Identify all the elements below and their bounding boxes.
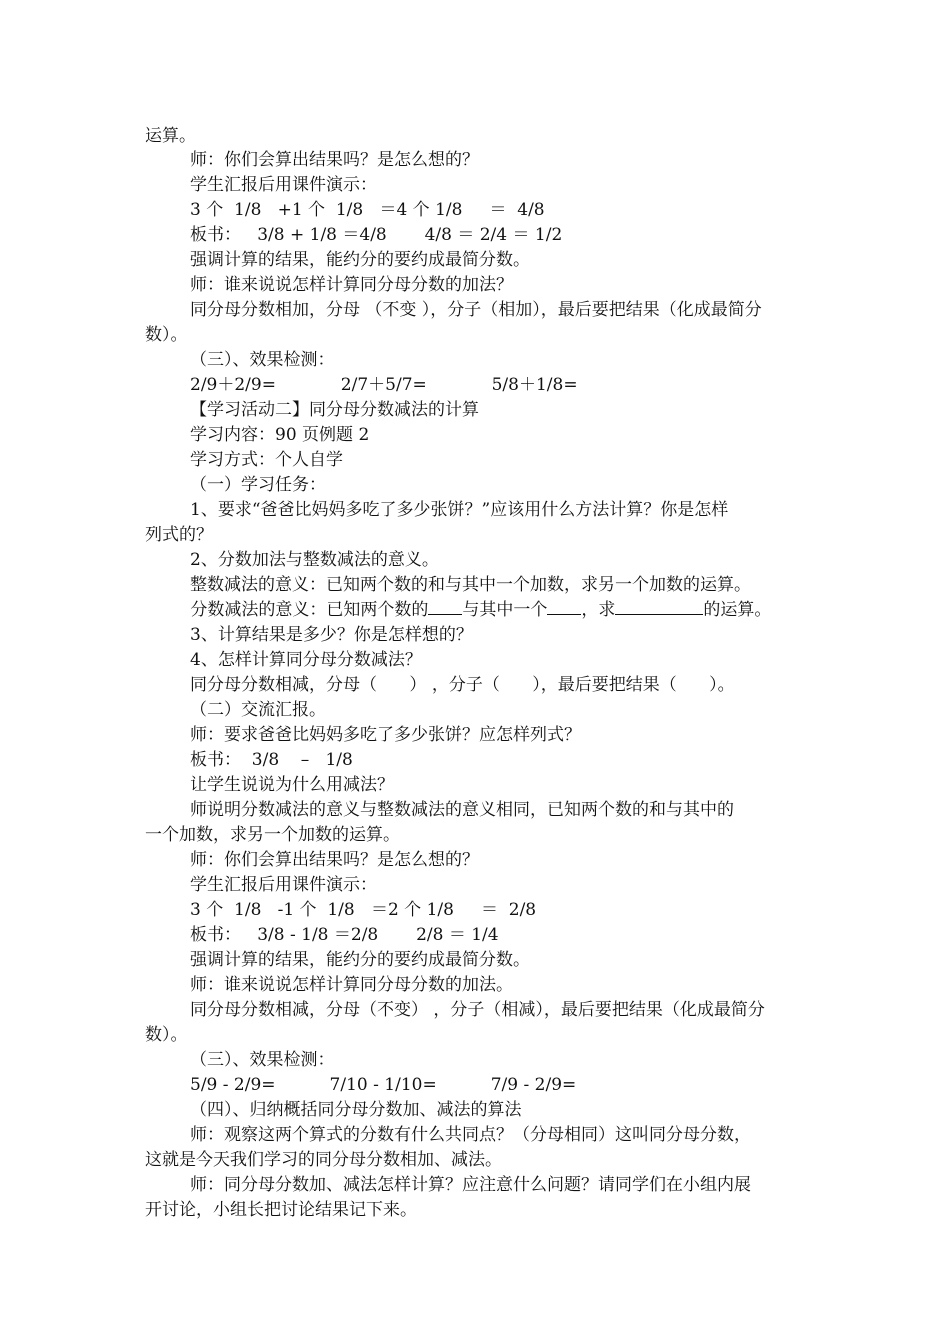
text-line: 强调计算的结果，能约分的要约成最简分数。 bbox=[190, 950, 530, 970]
text-line: 学生汇报后用课件演示： bbox=[190, 175, 377, 195]
text-line: 师：你们会算出结果吗？是怎么想的？ bbox=[190, 850, 479, 870]
text-line: 整数减法的意义：已知两个数的和与其中一个加数，求另一个加数的运算。 bbox=[190, 575, 751, 595]
fill-blank-line bbox=[185, 598, 771, 622]
text-line: 板书： 3/8 - 1/8 ＝2/8 2/8 ＝ 1/4 bbox=[190, 925, 499, 945]
text-line: 师：谁来说说怎样计算同分母分数的加法？ bbox=[190, 275, 513, 295]
section-heading: （二）交流汇报。 bbox=[190, 700, 326, 720]
text-line: 学习内容：90 页例题 2 bbox=[190, 425, 370, 445]
text-line: 一个加数，求另一个加数的运算。 bbox=[145, 825, 400, 845]
blank-text-2: 与其中一个 bbox=[462, 600, 548, 620]
text-line: 3 个 1/8 +1 个 1/8 ＝4 个 1/8 ＝ 4/8 bbox=[190, 200, 545, 220]
text-line: 同分母分数相减，分母（不变） ，分子（相减），最后要把结果（化成最简分 bbox=[190, 1000, 765, 1020]
answer-blank[interactable] bbox=[615, 613, 703, 615]
section-heading: （四）、归纳概括同分母分数加、减法的算法 bbox=[190, 1100, 522, 1120]
blank-text-4: 的运算。 bbox=[703, 600, 772, 620]
text-line: 1、要求“爸爸比妈妈多吃了多少张饼？”应该用什么方法计算？你是怎样 bbox=[190, 500, 729, 520]
activity-heading: 【学习活动二】同分母分数减法的计算 bbox=[190, 400, 479, 420]
text-line: 学生汇报后用课件演示： bbox=[190, 875, 377, 895]
text-line: 师：谁来说说怎样计算同分母分数的加法。 bbox=[190, 975, 513, 995]
blank-text-3: ，求 bbox=[581, 600, 616, 620]
text-line: 列式的？ bbox=[145, 525, 213, 545]
text-line: 学习方式：个人自学 bbox=[190, 450, 343, 470]
text-line: 师说明分数减法的意义与整数减法的意义相同，已知两个数的和与其中的 bbox=[190, 800, 734, 820]
answer-blank[interactable] bbox=[428, 613, 462, 615]
text-line: 数）。 bbox=[145, 1025, 188, 1045]
exercise-line: 2/9＋2/9= 2/7＋5/7= 5/8＋1/8= bbox=[190, 375, 578, 395]
text-line: 3 个 1/8 -1 个 1/8 ＝2 个 1/8 ＝ 2/8 bbox=[190, 900, 537, 920]
section-heading: （一）学习任务： bbox=[190, 475, 326, 495]
text-line: 3、计算结果是多少？你是怎样想的？ bbox=[190, 625, 473, 645]
text-line: 板书： 3/8 – 1/8 bbox=[190, 750, 353, 770]
text-line: 运算。 bbox=[145, 126, 196, 146]
text-line: 师：同分母分数加、减法怎样计算？应注意什么问题？请同学们在小组内展 bbox=[190, 1175, 751, 1195]
section-heading: （三）、效果检测： bbox=[190, 350, 335, 370]
exercise-line: 5/9 - 2/9= 7/10 - 1/10= 7/9 - 2/9= bbox=[190, 1075, 577, 1095]
answer-blank[interactable] bbox=[547, 613, 581, 615]
text-line: 师：你们会算出结果吗？是怎么想的？ bbox=[190, 150, 479, 170]
text-line: 这就是今天我们学习的同分母分数相加、减法。 bbox=[145, 1150, 502, 1170]
blank-text-1: 分数减法的意义：已知两个数的 bbox=[185, 600, 429, 620]
text-line: 强调计算的结果，能约分的要约成最简分数。 bbox=[190, 250, 530, 270]
text-line: 开讨论，小组长把讨论结果记下来。 bbox=[145, 1200, 417, 1220]
text-line: 板书： 3/8 + 1/8 ＝4/8 4/8 ＝ 2/4 ＝ 1/2 bbox=[190, 225, 563, 245]
text-line: 同分母分数相加，分母 （不变 ），分子（相加），最后要把结果（化成最简分 bbox=[190, 300, 762, 320]
section-heading: （三）、效果检测： bbox=[190, 1050, 335, 1070]
text-line: 2、分数加法与整数减法的意义。 bbox=[190, 550, 439, 570]
text-line: 让学生说说为什么用减法？ bbox=[190, 775, 394, 795]
text-line: 数）。 bbox=[145, 325, 188, 345]
text-line: 师：要求爸爸比妈妈多吃了多少张饼？应怎样列式？ bbox=[190, 725, 581, 745]
text-line: 同分母分数相减，分母（ ） ，分子（ ），最后要把结果（ ）。 bbox=[190, 675, 735, 695]
text-line: 4、怎样计算同分母分数减法？ bbox=[190, 650, 422, 670]
text-line: 师：观察这两个算式的分数有什么共同点？（分母相同）这叫同分母分数， bbox=[190, 1125, 751, 1145]
